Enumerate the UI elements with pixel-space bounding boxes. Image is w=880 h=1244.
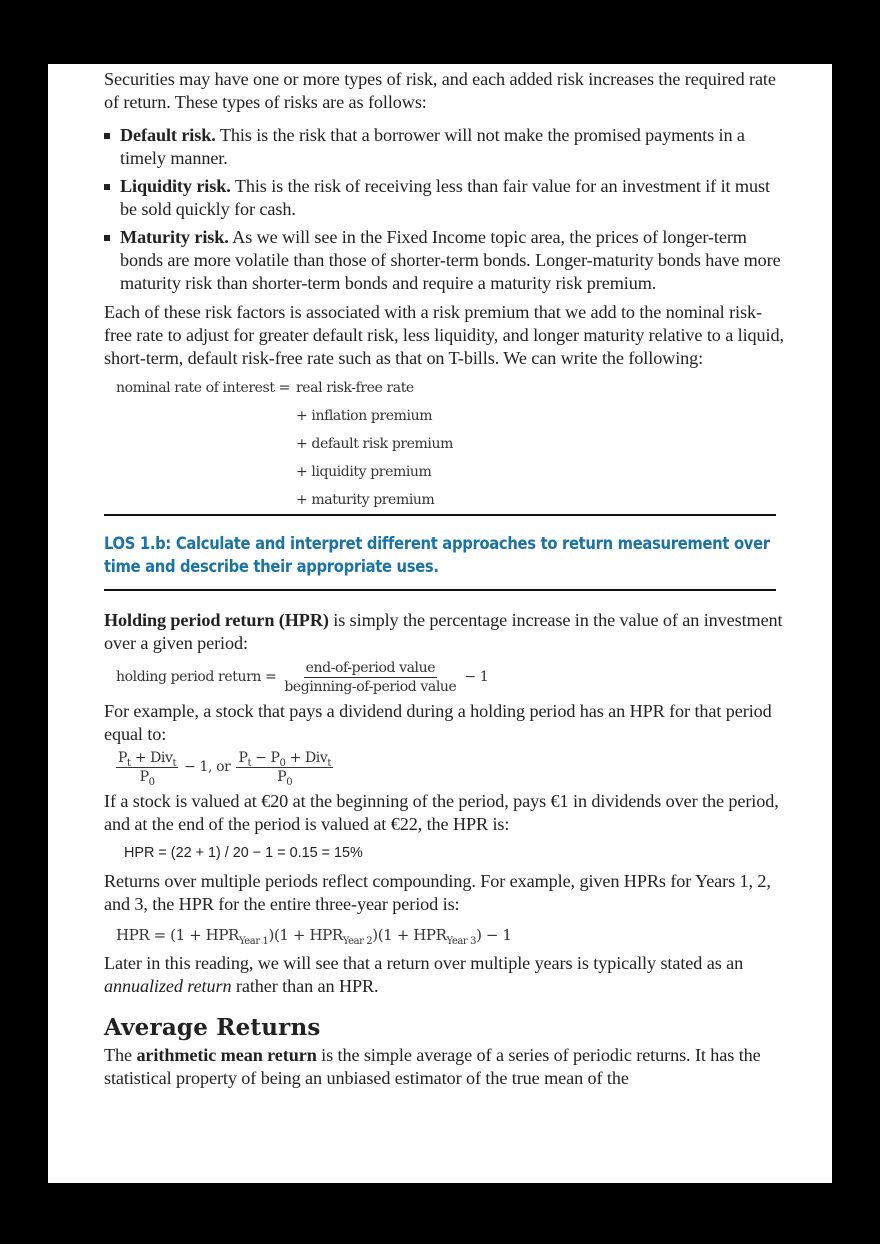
equation-line: real risk-free rate bbox=[296, 380, 414, 396]
formula-part: )(1 + HPR bbox=[268, 925, 343, 944]
formula-fraction bbox=[282, 659, 458, 696]
annualized-note bbox=[104, 952, 784, 998]
hpr-definition bbox=[104, 609, 784, 655]
document-page bbox=[48, 64, 832, 1183]
risk-item-maturity bbox=[104, 226, 784, 295]
hpr-definition-text: is simply the percentage increase in the value of an investment over a given period: bbox=[104, 609, 783, 653]
bullet-icon bbox=[104, 133, 110, 139]
paragraph-text: is the simple average of a series of periodic returns. It has the statistical property of being an unbiased estimator of the true mean of the bbox=[104, 1044, 761, 1088]
formula-fraction bbox=[116, 749, 178, 786]
risk-description: This is the risk of receiving less than fair value for an investment if it must be sold quickly for cash. bbox=[120, 176, 770, 219]
fraction-denominator: $P_0$ bbox=[139, 768, 155, 788]
note-text: Later in this reading, we will see that a return over multiple years is typically stated as an bbox=[104, 952, 744, 973]
learning-outcome-statement: LOS 1.b: Calculate and interpret different approaches to return measurement over time and describe their appropriate uses. bbox=[104, 534, 770, 576]
section-divider-bottom bbox=[104, 589, 776, 591]
equation-line: + liquidity premium bbox=[296, 464, 432, 480]
risk-description: As we will see in the Fixed Income topic area, the prices of longer-term bonds are more volatile than those of shorter-term bonds. Longer-maturity bonds have more maturity risk than shorter-term bonds and require a maturity risk premium. bbox=[120, 227, 781, 293]
fraction-denominator: beginning-of-period value bbox=[284, 678, 457, 695]
arithmetic-mean-term: arithmetic mean return bbox=[136, 1044, 317, 1065]
arithmetic-mean-paragraph bbox=[104, 1044, 784, 1090]
equation-line: + inflation premium bbox=[296, 408, 433, 424]
section-divider-top bbox=[104, 514, 776, 516]
equation-line: + default risk premium bbox=[296, 436, 453, 452]
page-content bbox=[104, 68, 784, 1090]
formula-lhs: holding period return = bbox=[116, 668, 277, 685]
risk-list bbox=[104, 124, 784, 295]
dividend-hpr-formula bbox=[116, 749, 784, 786]
section-heading: Average Returns bbox=[104, 1013, 321, 1041]
hpr-calculation: HPR = (22 + 1) / 20 − 1 = 0.15 = 15% bbox=[124, 844, 363, 861]
fraction-numerator: end-of-period value bbox=[305, 659, 436, 676]
equation-lhs: nominal rate of interest = bbox=[116, 380, 290, 396]
formula-part: ) − 1 bbox=[476, 925, 512, 944]
compounding-text: Returns over multiple periods reflect compounding. For example, given HPRs for Years 1, 2, and 3, the HPR for the entire three-year period is: bbox=[104, 870, 771, 914]
formula-middle: − 1, or bbox=[184, 758, 231, 775]
formula-subscript: Year 3 bbox=[446, 935, 477, 947]
hpr-formula bbox=[116, 659, 784, 696]
risk-term: Default risk. bbox=[120, 125, 216, 145]
numeric-example-text: If a stock is valued at €20 at the beginning of the period, pays €1 in dividends over the period, and at the end of the period is valued at €22, the HPR is: bbox=[104, 790, 779, 834]
paragraph-text: The bbox=[104, 1044, 137, 1065]
fraction-denominator: $P_0$ bbox=[277, 768, 293, 788]
risk-term: Maturity risk. bbox=[120, 227, 229, 247]
bullet-icon bbox=[104, 184, 110, 190]
fraction-numerator: $P_t - P_0 + Div_t$ bbox=[238, 749, 331, 769]
note-text: rather than an HPR. bbox=[231, 975, 379, 996]
intro-paragraph: Securities may have one or more types of risk, and each added risk increases the required rate of return. These types of risks are as follows: bbox=[104, 69, 776, 112]
formula-subscript: Year 2 bbox=[342, 935, 373, 947]
note-italic: annualized return bbox=[104, 975, 232, 996]
risk-item-default bbox=[104, 124, 784, 170]
risk-term: Liquidity risk. bbox=[120, 176, 231, 196]
bullet-icon bbox=[104, 235, 110, 241]
dividend-example-text: For example, a stock that pays a dividend during a holding period has an HPR for that period equal to: bbox=[104, 700, 772, 744]
multi-period-hpr-formula bbox=[116, 924, 784, 947]
formula-part: HPR = (1 + HPR bbox=[116, 925, 239, 944]
risk-description: This is the risk that a borrower will not make the promised payments in a timely manner. bbox=[120, 125, 745, 168]
formula-fraction bbox=[236, 749, 333, 786]
nominal-rate-equation bbox=[116, 377, 784, 507]
premium-paragraph: Each of these risk factors is associated with a risk premium that we add to the nominal risk-free rate to adjust for greater default risk, less liquidity, and longer maturity relative to a liquid, short-term, default risk-free rate such as that on T-bills. We can write the following: bbox=[104, 302, 784, 368]
hpr-term: Holding period return (HPR) bbox=[104, 609, 329, 630]
formula-suffix: − 1 bbox=[464, 668, 489, 685]
risk-item-liquidity bbox=[104, 175, 784, 221]
formula-part: )(1 + HPR bbox=[372, 925, 447, 944]
fraction-numerator: $P_t + Div_t$ bbox=[118, 749, 177, 769]
equation-line: + maturity premium bbox=[296, 492, 435, 508]
formula-subscript: Year 1 bbox=[238, 935, 269, 947]
